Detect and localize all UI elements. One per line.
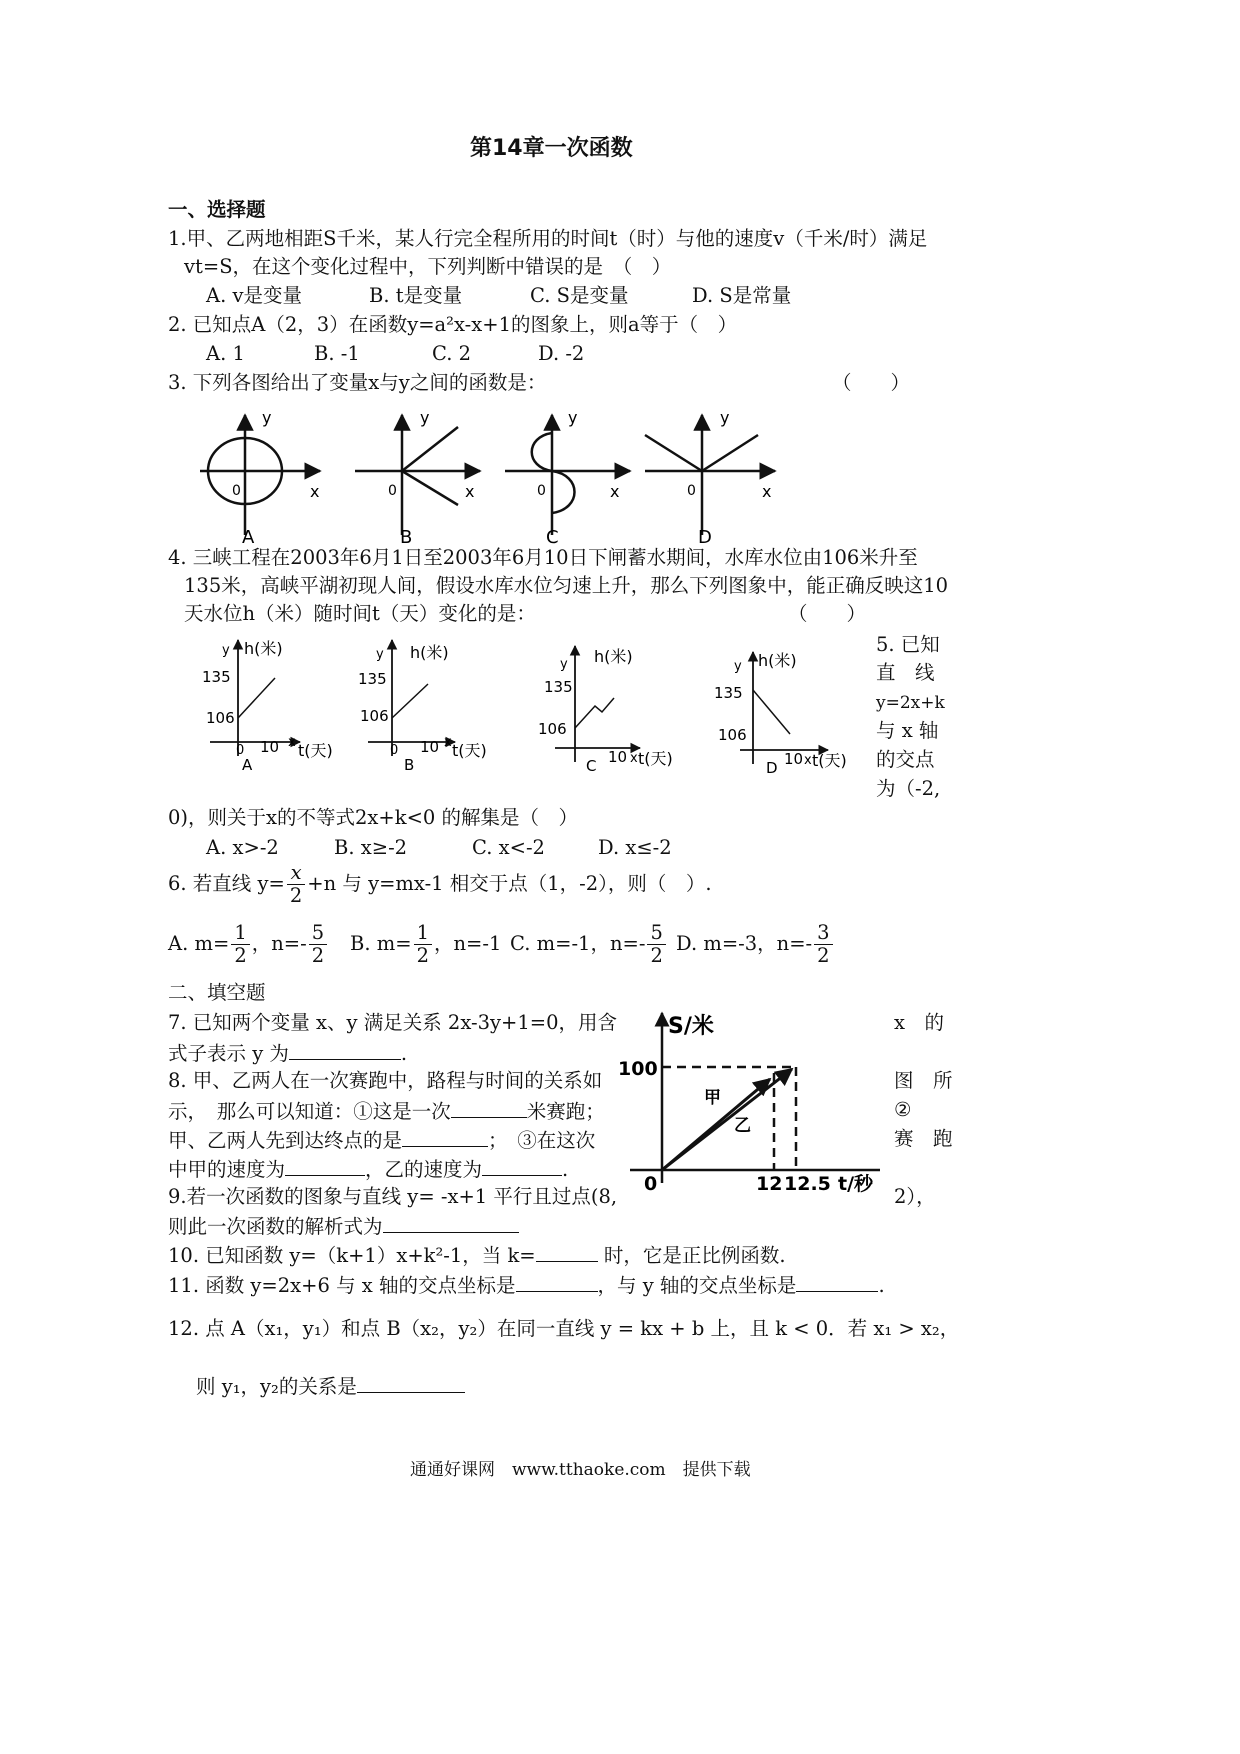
axis-y-label: y — [720, 408, 730, 427]
q7-line2: 式子表示 y 为 . — [168, 1039, 407, 1067]
q7-text: 式子表示 y 为 — [168, 1042, 289, 1065]
axis-y-label: y — [734, 659, 742, 674]
axis-t-label: t(天) — [298, 741, 333, 760]
q8-line4 — [168, 1155, 568, 1183]
opt-text: ，n=- — [251, 932, 307, 955]
q9-line1: 9.若一次函数的图象与直线 y= -x+1 平行且过点(8, — [168, 1185, 618, 1208]
q5-side-2: 直 线 — [876, 661, 935, 684]
tick-135: 135 — [358, 670, 387, 688]
q8-text: 示， 那么可以知道：①这是一次 — [168, 1100, 451, 1123]
q6-fraction — [287, 862, 305, 907]
page-title: 第14章一次函数 — [470, 136, 633, 161]
q8-text: 中甲的速度为 — [168, 1158, 286, 1181]
axis-t-label: t(天) — [638, 749, 673, 768]
q5-side-6: 为（-2, — [876, 777, 941, 800]
q11-line — [168, 1271, 885, 1299]
q5-option-d: D. x≤-2 — [598, 836, 672, 859]
q7-answer-blank[interactable] — [289, 1039, 401, 1060]
graph-label: D — [766, 759, 778, 777]
opt-text: B. m= — [350, 932, 412, 955]
q3-graph-d — [645, 408, 775, 545]
footer-credit: 通通好课网 www.tthaoke.com 提供下载 — [410, 1460, 751, 1480]
q4-answer-paren: （ ） — [788, 602, 867, 625]
race-x-label: t/秒 — [838, 1173, 874, 1195]
race-tick-12: 12 — [756, 1173, 783, 1195]
q6-pre: 6. 若直线 y= — [168, 872, 285, 895]
frac-num: 1 — [231, 922, 249, 945]
race-chart — [610, 1005, 890, 1195]
q6-frac-den: 2 — [289, 884, 303, 907]
q11-text: ，与 y 轴的交点坐标是 — [597, 1274, 797, 1297]
opt-text: A. m= — [168, 932, 230, 955]
q3-answer-paren: （ ） — [832, 371, 911, 394]
q4-graph-d — [714, 651, 847, 777]
q6-frac-num: x — [287, 862, 305, 885]
q4-graph-b — [358, 640, 487, 774]
q4-graphs — [200, 628, 880, 783]
axis-y-label: y — [560, 657, 568, 672]
q4-line3: 天水位h（米）随时间t（天）变化的是： — [184, 602, 536, 625]
section-heading-choice: 一、选择题 — [168, 198, 266, 221]
q3-graph-a — [200, 408, 320, 545]
opt-text: D. m=-3，n=- — [676, 932, 813, 955]
axis-x-label: x — [610, 482, 620, 501]
graph-label: B — [400, 527, 413, 545]
frac-num: 3 — [814, 922, 832, 945]
q8-text: ； ③在这次 — [488, 1129, 596, 1152]
origin-label: 0 — [232, 483, 241, 499]
frac-num: 5 — [309, 922, 327, 945]
q6-option-b — [350, 922, 501, 967]
q11-x-blank[interactable] — [516, 1271, 598, 1292]
tick-135: 135 — [714, 684, 743, 702]
tick-135: 135 — [202, 668, 231, 686]
axis-x-label: x — [310, 482, 320, 501]
origin-label: 0 — [537, 483, 546, 499]
q12-line1: 12. 点 A（x₁，y₁）和点 B（x₂，y₂）在同一直线 y = kx + b 上，且 k < 0．若 x₁ > x₂， — [168, 1317, 960, 1340]
axis-y-label: y — [568, 408, 578, 427]
q9-answer-blank[interactable] — [383, 1212, 519, 1233]
q9-line2 — [168, 1212, 519, 1240]
q4-graph-c — [538, 646, 673, 775]
q8-line2 — [168, 1097, 605, 1125]
q10-text: 10. 已知函数 y=（k+1）x+k²-1，当 k= — [168, 1244, 536, 1267]
axis-y-label: y — [222, 643, 230, 658]
axis-y-label: y — [376, 647, 384, 662]
q2-option-a: A. 1 — [206, 342, 245, 365]
frac-den: 2 — [234, 944, 247, 967]
tick-106: 106 — [538, 720, 567, 738]
q2-option-b: B. -1 — [314, 342, 360, 365]
q5-option-c: C. x<-2 — [472, 836, 545, 859]
axis-x-label: x — [762, 482, 772, 501]
graph-label: A — [242, 756, 253, 774]
q8-first-blank[interactable] — [402, 1126, 488, 1147]
race-tick-100: 100 — [618, 1058, 658, 1080]
axis-y-label: y — [420, 408, 430, 427]
q3-graphs — [190, 405, 790, 545]
tick-10: 10 — [608, 748, 628, 766]
frac-num: 1 — [414, 922, 432, 945]
opt-text: ，n=-1 — [433, 932, 502, 955]
q10-answer-blank[interactable] — [536, 1241, 598, 1262]
q8-line1: 8. 甲、乙两人在一次赛跑中，路程与时间的关系如 — [168, 1069, 603, 1092]
q6-option-d — [676, 922, 835, 967]
q6-option-c — [510, 922, 668, 967]
q5-option-b: B. x≥-2 — [334, 836, 408, 859]
q9-text: 则此一次函数的解析式为 — [168, 1215, 383, 1238]
q10-text: 时，它是正比例函数. — [597, 1244, 786, 1267]
q3-text: 3. 下列各图给出了变量x与y之间的函数是： — [168, 371, 547, 394]
graph-label: B — [404, 756, 415, 774]
axis-h-label: h(米) — [410, 643, 449, 662]
q11-text: 11. 函数 y=2x+6 与 x 轴的交点坐标是 — [168, 1274, 516, 1297]
race-tick-12-5: 12.5 — [784, 1173, 831, 1195]
q4-line1: 4. 三峡工程在2003年6月1日至2003年6月10日下闸蓄水期间，水库水位由106米升至 — [168, 546, 918, 569]
axis-x-label: x — [444, 735, 452, 750]
q6-question — [168, 862, 712, 907]
frac-den: 2 — [311, 944, 325, 967]
race-origin: 0 — [644, 1173, 658, 1195]
q8-line2-tail: ② — [894, 1098, 912, 1121]
graph-label: C — [586, 757, 597, 775]
q8-text: ，乙的速度为 — [365, 1158, 483, 1181]
q1-option-d: D. S是常量 — [692, 284, 792, 307]
q4-line2: 135米，高峡平湖初现人间，假设水库水位匀速上升，那么下列图象中，能正确反映这10 — [184, 574, 949, 597]
q5-option-a: A. x>-2 — [206, 836, 279, 859]
q5-side-4: 与 x 轴 — [876, 719, 939, 742]
q8-jia-speed-blank[interactable] — [285, 1155, 365, 1176]
q1-option-b: B. t是变量 — [369, 284, 463, 307]
race-series-jia: 甲 — [704, 1088, 721, 1108]
q4-graph-a — [202, 639, 333, 774]
q5-side-5: 的交点 — [876, 748, 935, 771]
q1-line1: 1.甲、乙两地相距S千米，某人行完全程所用的时间t（时）与他的速度v（千米/时）满足 — [168, 227, 928, 250]
q6-option-a — [168, 922, 329, 967]
q8-line1-tail: 图 所 — [894, 1069, 953, 1092]
q2-option-d: D. -2 — [538, 342, 585, 365]
q1-option-a: A. v是变量 — [206, 284, 302, 307]
q5-side-1: 5. 已知 — [876, 633, 940, 656]
q12-line2 — [196, 1372, 465, 1400]
q8-yi-speed-blank[interactable] — [482, 1155, 562, 1176]
q10-line — [168, 1241, 786, 1269]
race-y-label: S/米 — [668, 1014, 714, 1039]
axis-x-label: x — [288, 735, 296, 750]
q2-option-c: C. 2 — [432, 342, 472, 365]
q3-graph-c — [505, 408, 630, 545]
graph-label: D — [698, 527, 712, 545]
origin-label: 0 — [390, 743, 399, 758]
tick-10: 10 — [260, 738, 280, 756]
axis-h-label: h(米) — [244, 639, 283, 658]
tick-10: 10 — [420, 738, 440, 756]
q9-line1-tail: 2）， — [894, 1185, 936, 1208]
race-series-yi: 乙 — [734, 1116, 751, 1136]
opt-text: C. m=-1，n=- — [510, 932, 646, 955]
axis-t-label: t(天) — [812, 751, 847, 770]
frac-den: 2 — [650, 944, 663, 967]
q12-text: 则 y₁，y₂的关系是 — [196, 1375, 357, 1398]
axis-x-label: x — [630, 751, 638, 766]
q8-text: . — [562, 1158, 569, 1181]
tick-10: 10 — [784, 750, 804, 768]
tick-106: 106 — [360, 707, 389, 725]
q8-text: 甲、乙两人先到达终点的是 — [168, 1129, 403, 1152]
axis-y-label: y — [262, 408, 272, 427]
q11-y-blank[interactable] — [796, 1271, 878, 1292]
q6-post: +n 与 y=mx-1 相交于点（1，-2），则（ ）. — [307, 872, 712, 895]
axis-h-label: h(米) — [758, 651, 797, 670]
q1-option-c: C. S是变量 — [530, 284, 629, 307]
section-heading-fill: 二、填空题 — [168, 981, 266, 1004]
graph-label: A — [242, 527, 255, 545]
frac-num: 5 — [647, 922, 665, 945]
q12-answer-blank[interactable] — [357, 1372, 465, 1393]
axis-t-label: t(天) — [452, 741, 487, 760]
axis-x-label: x — [804, 753, 812, 768]
origin-label: 0 — [236, 743, 245, 758]
q1-line2: vt=S，在这个变化过程中，下列判断中错误的是 （ ） — [184, 255, 672, 278]
q7-line1-tail: x 的 — [894, 1011, 944, 1034]
q8-distance-blank[interactable] — [451, 1097, 527, 1118]
tick-106: 106 — [718, 726, 747, 744]
frac-den: 2 — [817, 944, 830, 967]
frac-den: 2 — [416, 944, 429, 967]
tick-135: 135 — [544, 678, 573, 696]
q8-line3 — [168, 1126, 595, 1154]
q8-text: 米赛跑； — [526, 1100, 605, 1123]
origin-label: 0 — [687, 483, 696, 499]
q5-side-3: y=2x+k — [876, 693, 945, 713]
q3-graph-b — [355, 408, 480, 545]
q8-line3-tail: 赛 跑 — [894, 1127, 953, 1150]
axis-h-label: h(米) — [594, 647, 633, 666]
q5-line2: 0)，则关于x的不等式2x+k<0 的解集是（ ） — [168, 806, 579, 829]
axis-x-label: x — [465, 482, 475, 501]
graph-label: C — [546, 527, 559, 545]
q7-line1: 7. 已知两个变量 x、y 满足关系 2x-3y+1=0，用含 — [168, 1011, 617, 1034]
q2-text: 2. 已知点A（2，3）在函数y=a²x-x+1的图象上，则a等于（ ） — [168, 313, 738, 336]
tick-106: 106 — [206, 709, 235, 727]
origin-label: 0 — [388, 483, 397, 499]
q11-text: . — [878, 1274, 885, 1297]
